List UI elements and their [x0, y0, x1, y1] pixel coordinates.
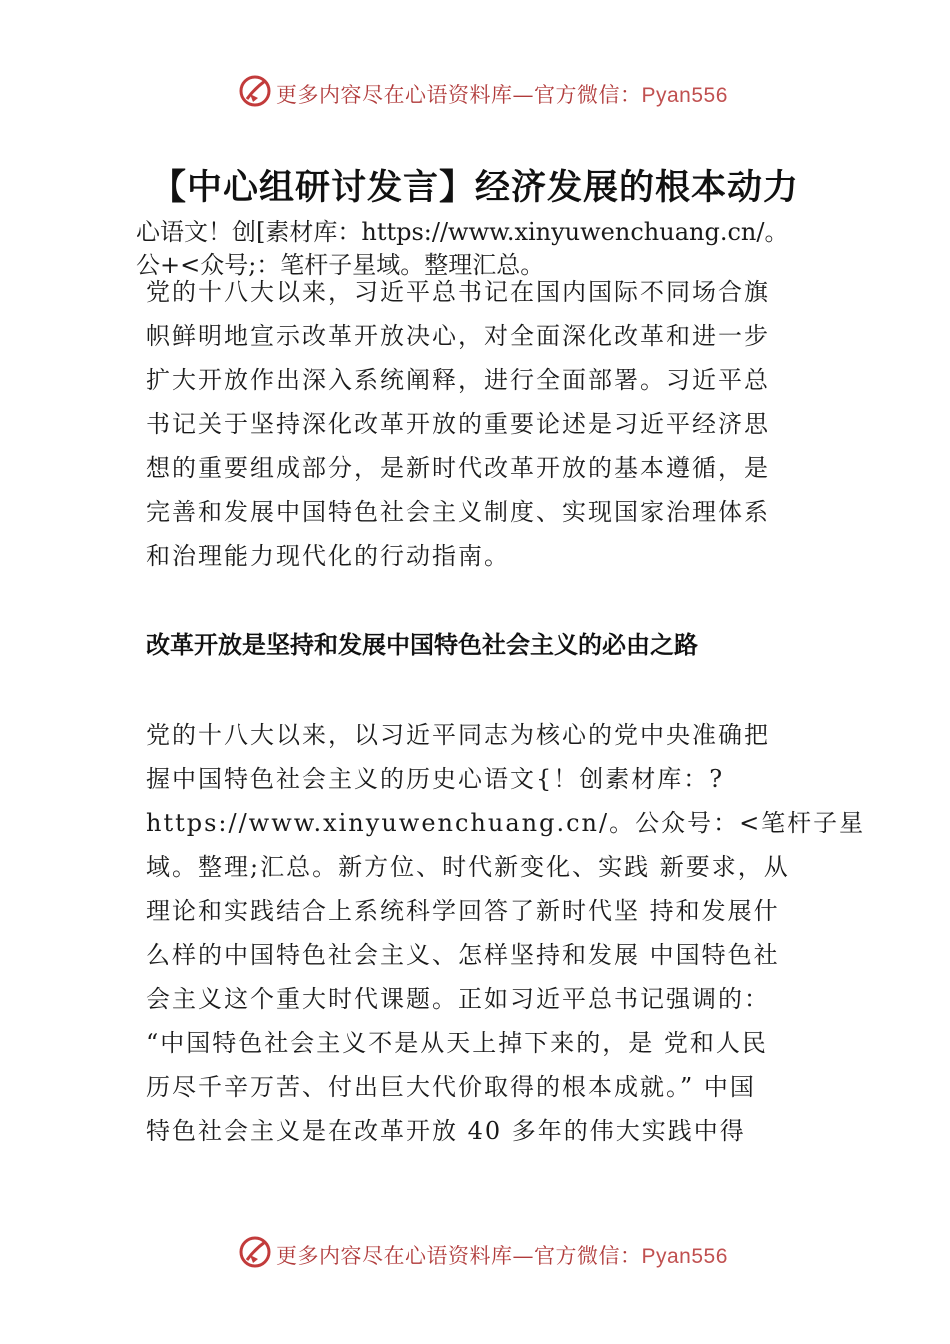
- text-line: 完善和发展中国特色社会主义制度、实现国家治理体系: [146, 498, 770, 526]
- header-text: [276, 79, 728, 109]
- text-line: 和治理能力现代化的行动指南。: [146, 542, 510, 570]
- page-footer: [0, 1233, 950, 1273]
- source-line: 心语文！创[素材库：https://www.xinyuwenchuang.cn/。: [136, 218, 789, 246]
- text-line: https://www.xinyuwenchuang.cn/。公众号：<笔杆子星: [146, 809, 866, 837]
- text-line: 特色社会主义是在改革开放 40 多年的伟大实践中得: [146, 1117, 746, 1145]
- header-brand: 更多内容尽在心语资料库—官方微信：: [276, 83, 642, 107]
- paragraph-intro: [146, 270, 770, 578]
- brush-logo-icon: [238, 1235, 272, 1269]
- source-line: 公+<众号;：笔杆子星域。整理汇总。: [136, 251, 545, 279]
- text-line: “中国特色社会主义不是从天上掉下来的，是 党和人民: [146, 1029, 768, 1057]
- text-line: 历尽千辛万苦、付出巨大代价取得的根本成就。” 中国: [146, 1073, 756, 1101]
- brush-logo-icon: [238, 74, 272, 108]
- section-heading: 改革开放是坚持和发展中国特色社会主义的必由之路: [146, 631, 698, 659]
- text-line: 帜鲜明地宣示改革开放决心，对全面深化改革和进一步: [146, 322, 770, 350]
- text-line: 会主义这个重大时代课题。正如习近平总书记强调的：: [146, 985, 770, 1013]
- footer-account: Pyan556: [641, 1245, 728, 1268]
- text-line: 党的十八大以来，习近平总书记在国内国际不同场合旗: [146, 278, 770, 306]
- footer-text: [276, 1240, 728, 1270]
- text-line: 域。整理;汇总。新方位、时代新变化、实践 新要求，从: [146, 853, 790, 881]
- text-line: 理论和实践结合上系统科学回答了新时代坚 持和发展什: [146, 897, 780, 925]
- footer-brand: 更多内容尽在心语资料库—官方微信：: [276, 1244, 642, 1268]
- text-line: 握中国特色社会主义的历史心语文{！创素材库：?: [146, 765, 725, 793]
- text-line: 扩大开放作出深入系统阐释，进行全面部署。习近平总: [146, 366, 770, 394]
- page-header: [0, 72, 950, 112]
- document-title: 【中心组研讨发言】经济发展的根本动力: [150, 168, 799, 208]
- text-line: 党的十八大以来，以习近平同志为核心的党中央准确把: [146, 721, 770, 749]
- paragraph-body: [146, 713, 865, 1153]
- text-line: 书记关于坚持深化改革开放的重要论述是习近平经济思: [146, 410, 770, 438]
- text-line: 想的重要组成部分，是新时代改革开放的基本遵循，是: [146, 454, 770, 482]
- header-account: Pyan556: [641, 84, 728, 107]
- text-line: 么样的中国特色社会主义、怎样坚持和发展 中国特色社: [146, 941, 780, 969]
